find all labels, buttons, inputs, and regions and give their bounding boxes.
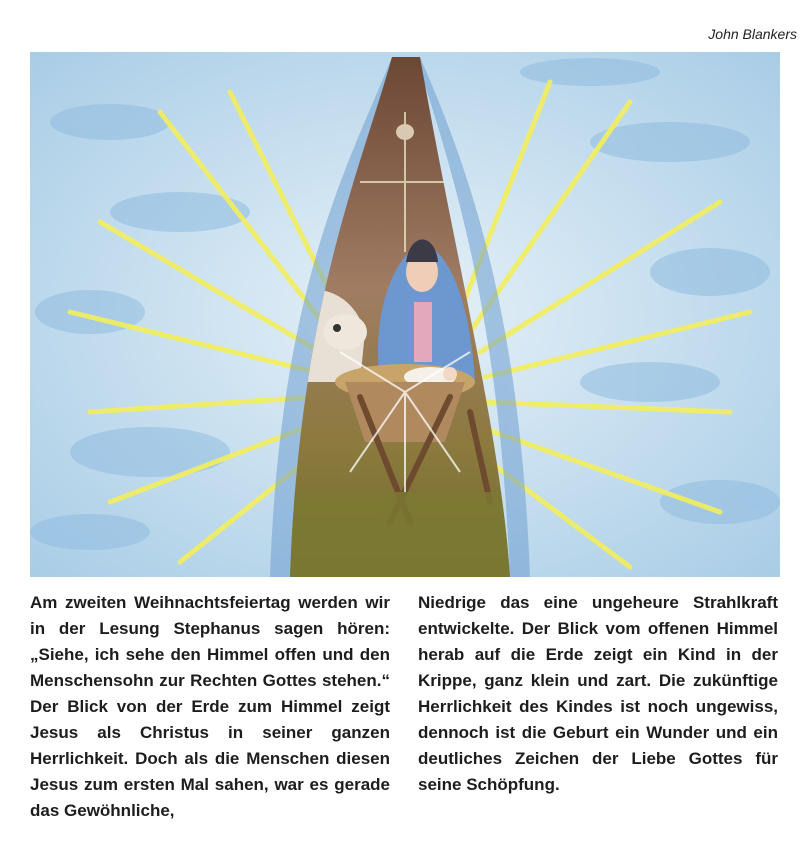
paragraph-left: Am zweiten Weihnachtsfeiertag werden wir in der Lesung Stephanus sagen hören: „Siehe, ich sehe den Himmel offen und den Menschensohn zur Rechten Gottes stehen.“ Der Blick von der Erde zum Himmel zeigt Jesus als Christus in seiner ganzen Herrlichkeit. Doch als die Menschen diesen Jesus zum ersten Mal sahen, war es gerade das Gewöhnliche,: [30, 593, 390, 820]
artist-credit: John Blankers: [708, 26, 797, 42]
nativity-painting: [30, 52, 780, 577]
text-column-right: [418, 590, 778, 798]
paragraph-right: Niedrige das eine ungeheure Strahlkraft entwickelte. Der Blick vom offenen Himmel herab auf die Erde zeigt ein Kind in der Krippe, ganz klein und zart. Die zukünftige Herrlichkeit des Kindes ist noch ungewiss, dennoch ist die Geburt ein Wunder und ein deutliches Zeichen der Liebe Gottes für seine Schöpfung.: [418, 593, 778, 794]
text-column-left: [30, 590, 390, 824]
